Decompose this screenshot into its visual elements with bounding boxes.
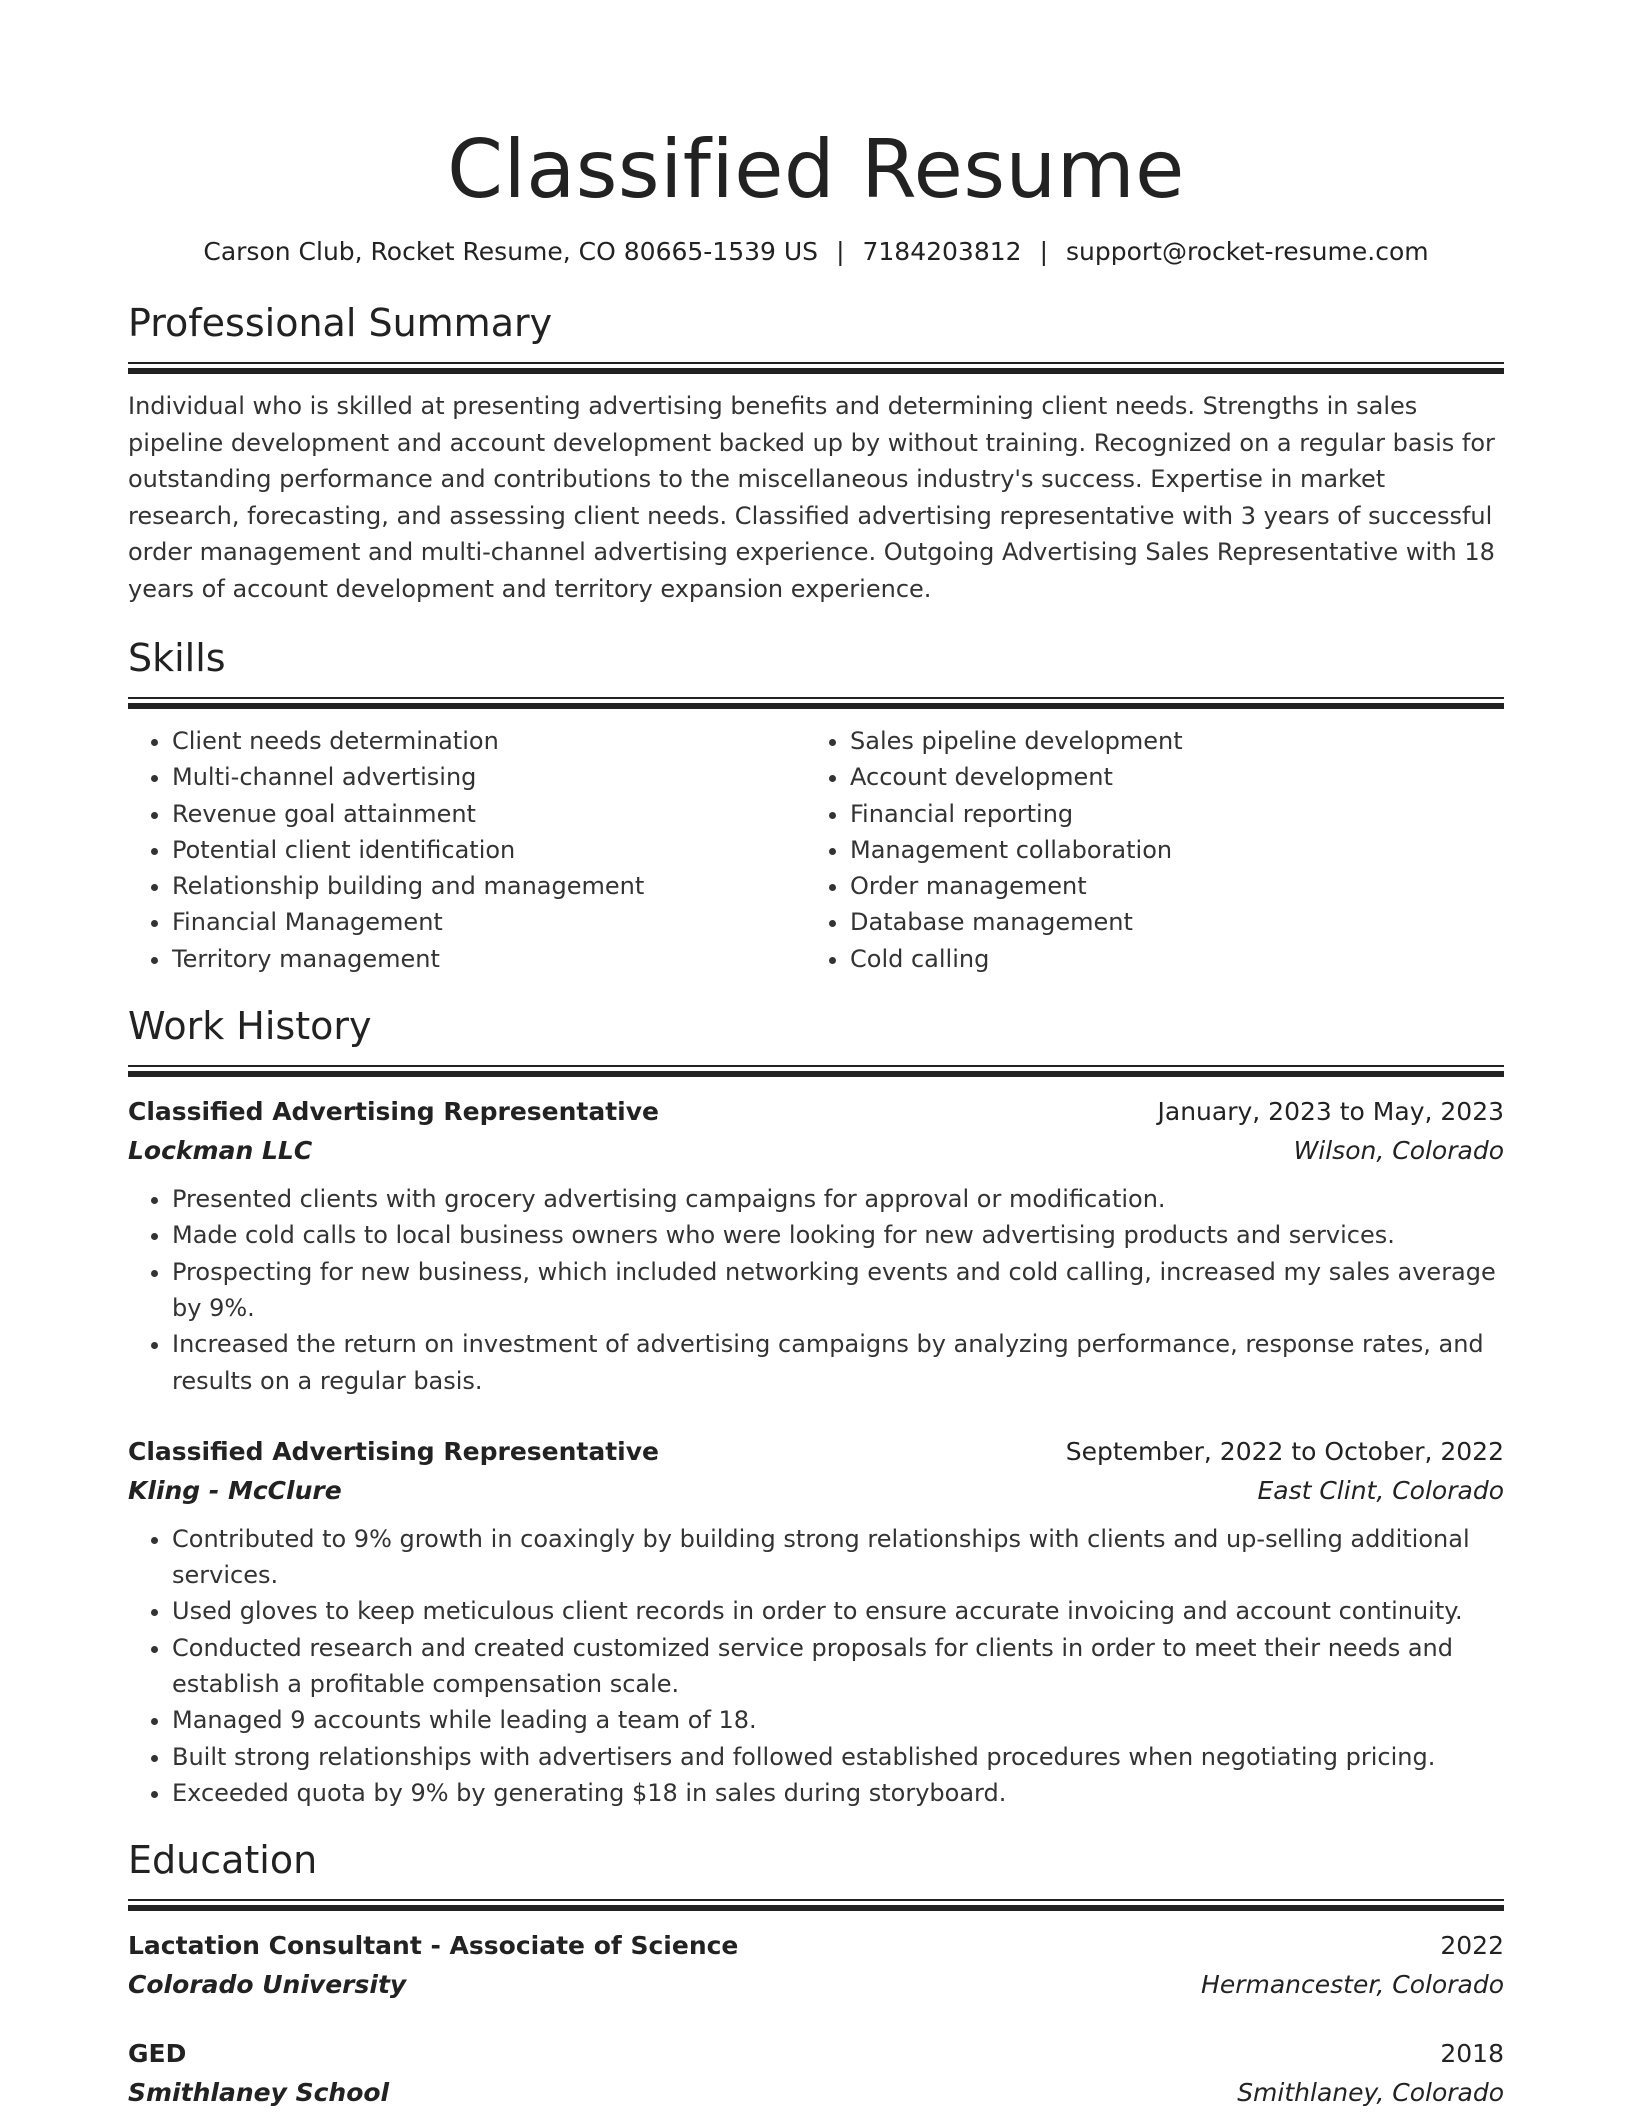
duty-item: • Conducted research and created customized service proposals for clients in order to meet their needs and establish a profitable compensation scale.	[172, 1630, 1504, 1703]
contact-separator: |	[836, 237, 845, 266]
job-company: Kling - McClure	[128, 1475, 342, 1505]
skill-item: • Financial reporting	[850, 796, 1484, 832]
job-company-row	[128, 1131, 1504, 1171]
education-school: Smithlaney School	[128, 2078, 390, 2108]
job-title: Classified Advertising Representative	[128, 1436, 660, 1466]
skills-grid	[128, 723, 1504, 977]
education-header-row	[128, 2035, 1504, 2073]
section-divider	[128, 362, 1504, 374]
skill-item: • Multi-channel advertising	[172, 759, 806, 795]
section-divider	[128, 1899, 1504, 1911]
job-header-row	[128, 1093, 1504, 1131]
education-heading: Education	[128, 1838, 318, 1883]
contact-address: Carson Club, Rocket Resume, CO 80665-1539 US	[203, 237, 819, 266]
skills-section	[128, 633, 1504, 977]
duty-item: • Made cold calls to local business owners who were looking for new advertising products and services.	[172, 1217, 1504, 1253]
education-degree: GED	[128, 2039, 187, 2069]
duty-item: • Contributed to 9% growth in coaxingly by building strong relationships with clients and up-selling additional services.	[172, 1521, 1504, 1594]
job-company: Lockman LLC	[128, 1136, 313, 1166]
education-header-row	[128, 1927, 1504, 1965]
skill-item: • Financial Management	[172, 904, 806, 940]
education-year: 2018	[1440, 2039, 1504, 2069]
summary-heading: Professional Summary	[128, 301, 553, 345]
job-entry	[128, 1433, 1504, 1811]
skill-item: • Potential client identification	[172, 832, 806, 868]
resume-page	[128, 0, 1504, 2113]
summary-text: Individual who is skilled at presenting advertising benefits and determining client needs. Strengths in sales pipeline development and account development backed up by without training. Recognized on a regular basis for outstanding performance and contributions to the miscellaneous industry's success. Expertise in market research, forecasting, and assessing client needs. Classified advertising representative with 3 years of successful order management and multi-channel advertising experience. Outgoing Advertising Sales Representative with 18 years of account development and territory expansion experience.	[128, 392, 1495, 603]
skill-item: • Order management	[850, 868, 1484, 904]
summary-section	[128, 298, 1504, 607]
work-history-heading: Work History	[128, 1004, 372, 1049]
job-dates: September, 2022 to October, 2022	[1065, 1436, 1504, 1466]
job-header-row	[128, 1433, 1504, 1471]
education-entry	[128, 2035, 1504, 2113]
skill-item: • Revenue goal attainment	[172, 796, 806, 832]
duty-item: • Increased the return on investment of advertising campaigns by analyzing performance, response rates, and results on a regular basis.	[172, 1326, 1504, 1399]
skills-list-right	[806, 723, 1484, 977]
skill-item: • Client needs determination	[172, 723, 806, 759]
duty-item: • Managed 9 accounts while leading a team of 18.	[172, 1702, 1504, 1738]
skill-item: • Management collaboration	[850, 832, 1484, 868]
contact-line	[128, 234, 1504, 270]
duty-item: • Used gloves to keep meticulous client records in order to ensure accurate invoicing and account continuity.	[172, 1593, 1504, 1629]
education-location: Hermancester, Colorado	[1201, 1970, 1504, 2000]
skill-item: • Database management	[850, 904, 1484, 940]
duty-item: • Exceeded quota by 9% by generating $18 in sales during storyboard.	[172, 1775, 1504, 1811]
job-location: Wilson, Colorado	[1293, 1136, 1504, 1166]
job-dates: January, 2023 to May, 2023	[1157, 1097, 1504, 1127]
education-school: Colorado University	[128, 1970, 407, 2000]
job-duties-list	[128, 1521, 1504, 1811]
skills-list-left	[128, 723, 806, 977]
job-duties-list	[128, 1181, 1504, 1399]
work-history-section	[128, 1001, 1504, 1811]
duty-item: • Presented clients with grocery advertising campaigns for approval or modification.	[172, 1181, 1504, 1217]
job-location: East Clint, Colorado	[1257, 1475, 1504, 1505]
skill-item: • Account development	[850, 759, 1484, 795]
contact-separator: |	[1039, 237, 1048, 266]
skill-item: • Cold calling	[850, 941, 1484, 977]
education-school-row	[128, 1965, 1504, 2005]
job-company-row	[128, 1471, 1504, 1511]
skill-item: • Relationship building and management	[172, 868, 806, 904]
education-degree: Lactation Consultant - Associate of Science	[128, 1931, 739, 1961]
resume-name: Classified Resume	[447, 123, 1185, 216]
section-divider	[128, 697, 1504, 709]
contact-email: support@rocket-resume.com	[1066, 237, 1429, 266]
skill-item: • Sales pipeline development	[850, 723, 1484, 759]
job-title: Classified Advertising Representative	[128, 1097, 660, 1127]
job-entry	[128, 1093, 1504, 1399]
education-school-row	[128, 2073, 1504, 2113]
section-divider	[128, 1065, 1504, 1077]
skills-heading: Skills	[128, 636, 226, 680]
skill-item: • Territory management	[172, 941, 806, 977]
education-entry	[128, 1927, 1504, 2005]
education-year: 2022	[1440, 1931, 1504, 1961]
contact-phone: 7184203812	[862, 237, 1022, 266]
duty-item: • Built strong relationships with advertisers and followed established procedures when negotiating pricing.	[172, 1739, 1504, 1775]
education-location: Smithlaney, Colorado	[1237, 2078, 1504, 2108]
duty-item: • Prospecting for new business, which included networking events and cold calling, increased my sales average by 9%.	[172, 1254, 1504, 1327]
education-section	[128, 1835, 1504, 2113]
